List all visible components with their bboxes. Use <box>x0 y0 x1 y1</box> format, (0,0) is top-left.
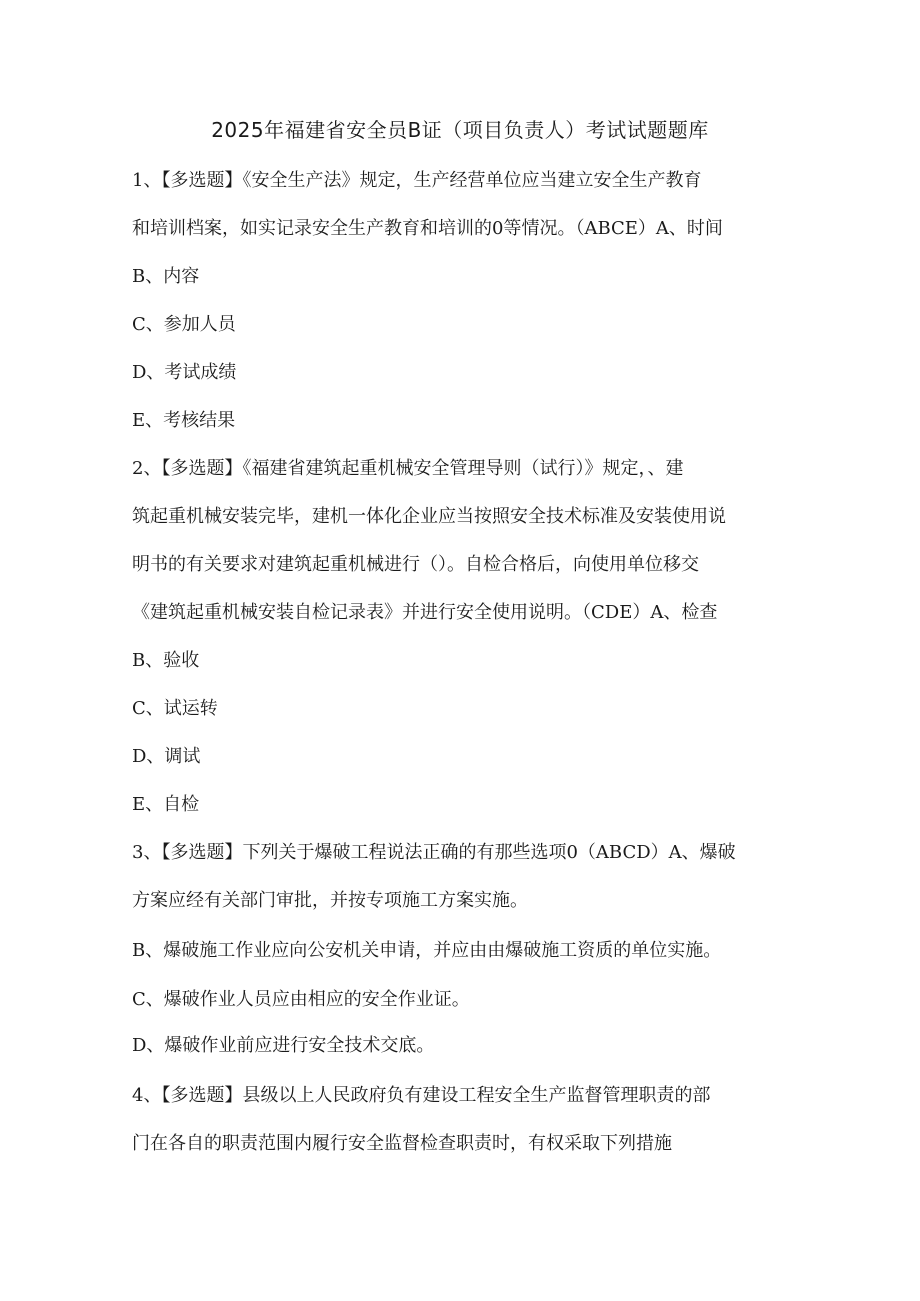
q1-option-c: C、参加人员 <box>132 314 236 335</box>
q2-option-b: B、验收 <box>132 650 200 671</box>
document-title: 2025年福建省安全员B证（项目负责人）考试试题题库 <box>211 118 709 142</box>
q2-line-4: 《建筑起重机械安装自检记录表》并进行安全使用说明。（CDE）A、检查 <box>132 602 718 623</box>
q2-option-c: C、试运转 <box>132 698 218 719</box>
q3-option-c: C、爆破作业人员应由相应的安全作业证。 <box>132 989 470 1010</box>
q1-line-2: 和培训档案，如实记录安全生产教育和培训的0等情况。（ABCE）A、时间 <box>132 218 723 239</box>
q4-line-2: 门在各自的职责范围内履行安全监督检查职责时，有权采取下列措施 <box>132 1133 672 1154</box>
q2-line-3: 明书的有关要求对建筑起重机械进行（）。自检合格后，向使用单位移交 <box>132 554 699 575</box>
q1-option-e: E、考核结果 <box>132 410 236 431</box>
q1-option-b: B、内容 <box>132 266 200 287</box>
q2-option-e: E、自检 <box>132 794 200 815</box>
q3-line-1: 3、【多选题】下列关于爆破工程说法正确的有那些选项0（ABCD）A、爆破 <box>132 842 736 863</box>
q1-option-d: D、考试成绩 <box>132 362 237 383</box>
q2-line-1: 2、【多选题】《福建省建筑起重机械安全管理导则（试行）》规定，、建 <box>132 458 684 479</box>
q3-option-b: B、爆破施工作业应向公安机关申请，并应由由爆破施工资质的单位实施。 <box>132 940 722 961</box>
q4-line-1: 4、【多选题】县级以上人民政府负有建设工程安全生产监督管理职责的部 <box>132 1085 711 1106</box>
q3-line-2: 方案应经有关部门审批，并按专项施工方案实施。 <box>132 890 528 911</box>
q2-line-2: 筑起重机械安装完毕，建机一体化企业应当按照安全技术标准及安装使用说 <box>132 506 726 527</box>
q3-option-d: D、爆破作业前应进行安全技术交底。 <box>132 1035 435 1056</box>
q2-option-d: D、调试 <box>132 746 201 767</box>
q1-line-1: 1、【多选题】《安全生产法》规定，生产经营单位应当建立安全生产教育 <box>132 170 702 191</box>
